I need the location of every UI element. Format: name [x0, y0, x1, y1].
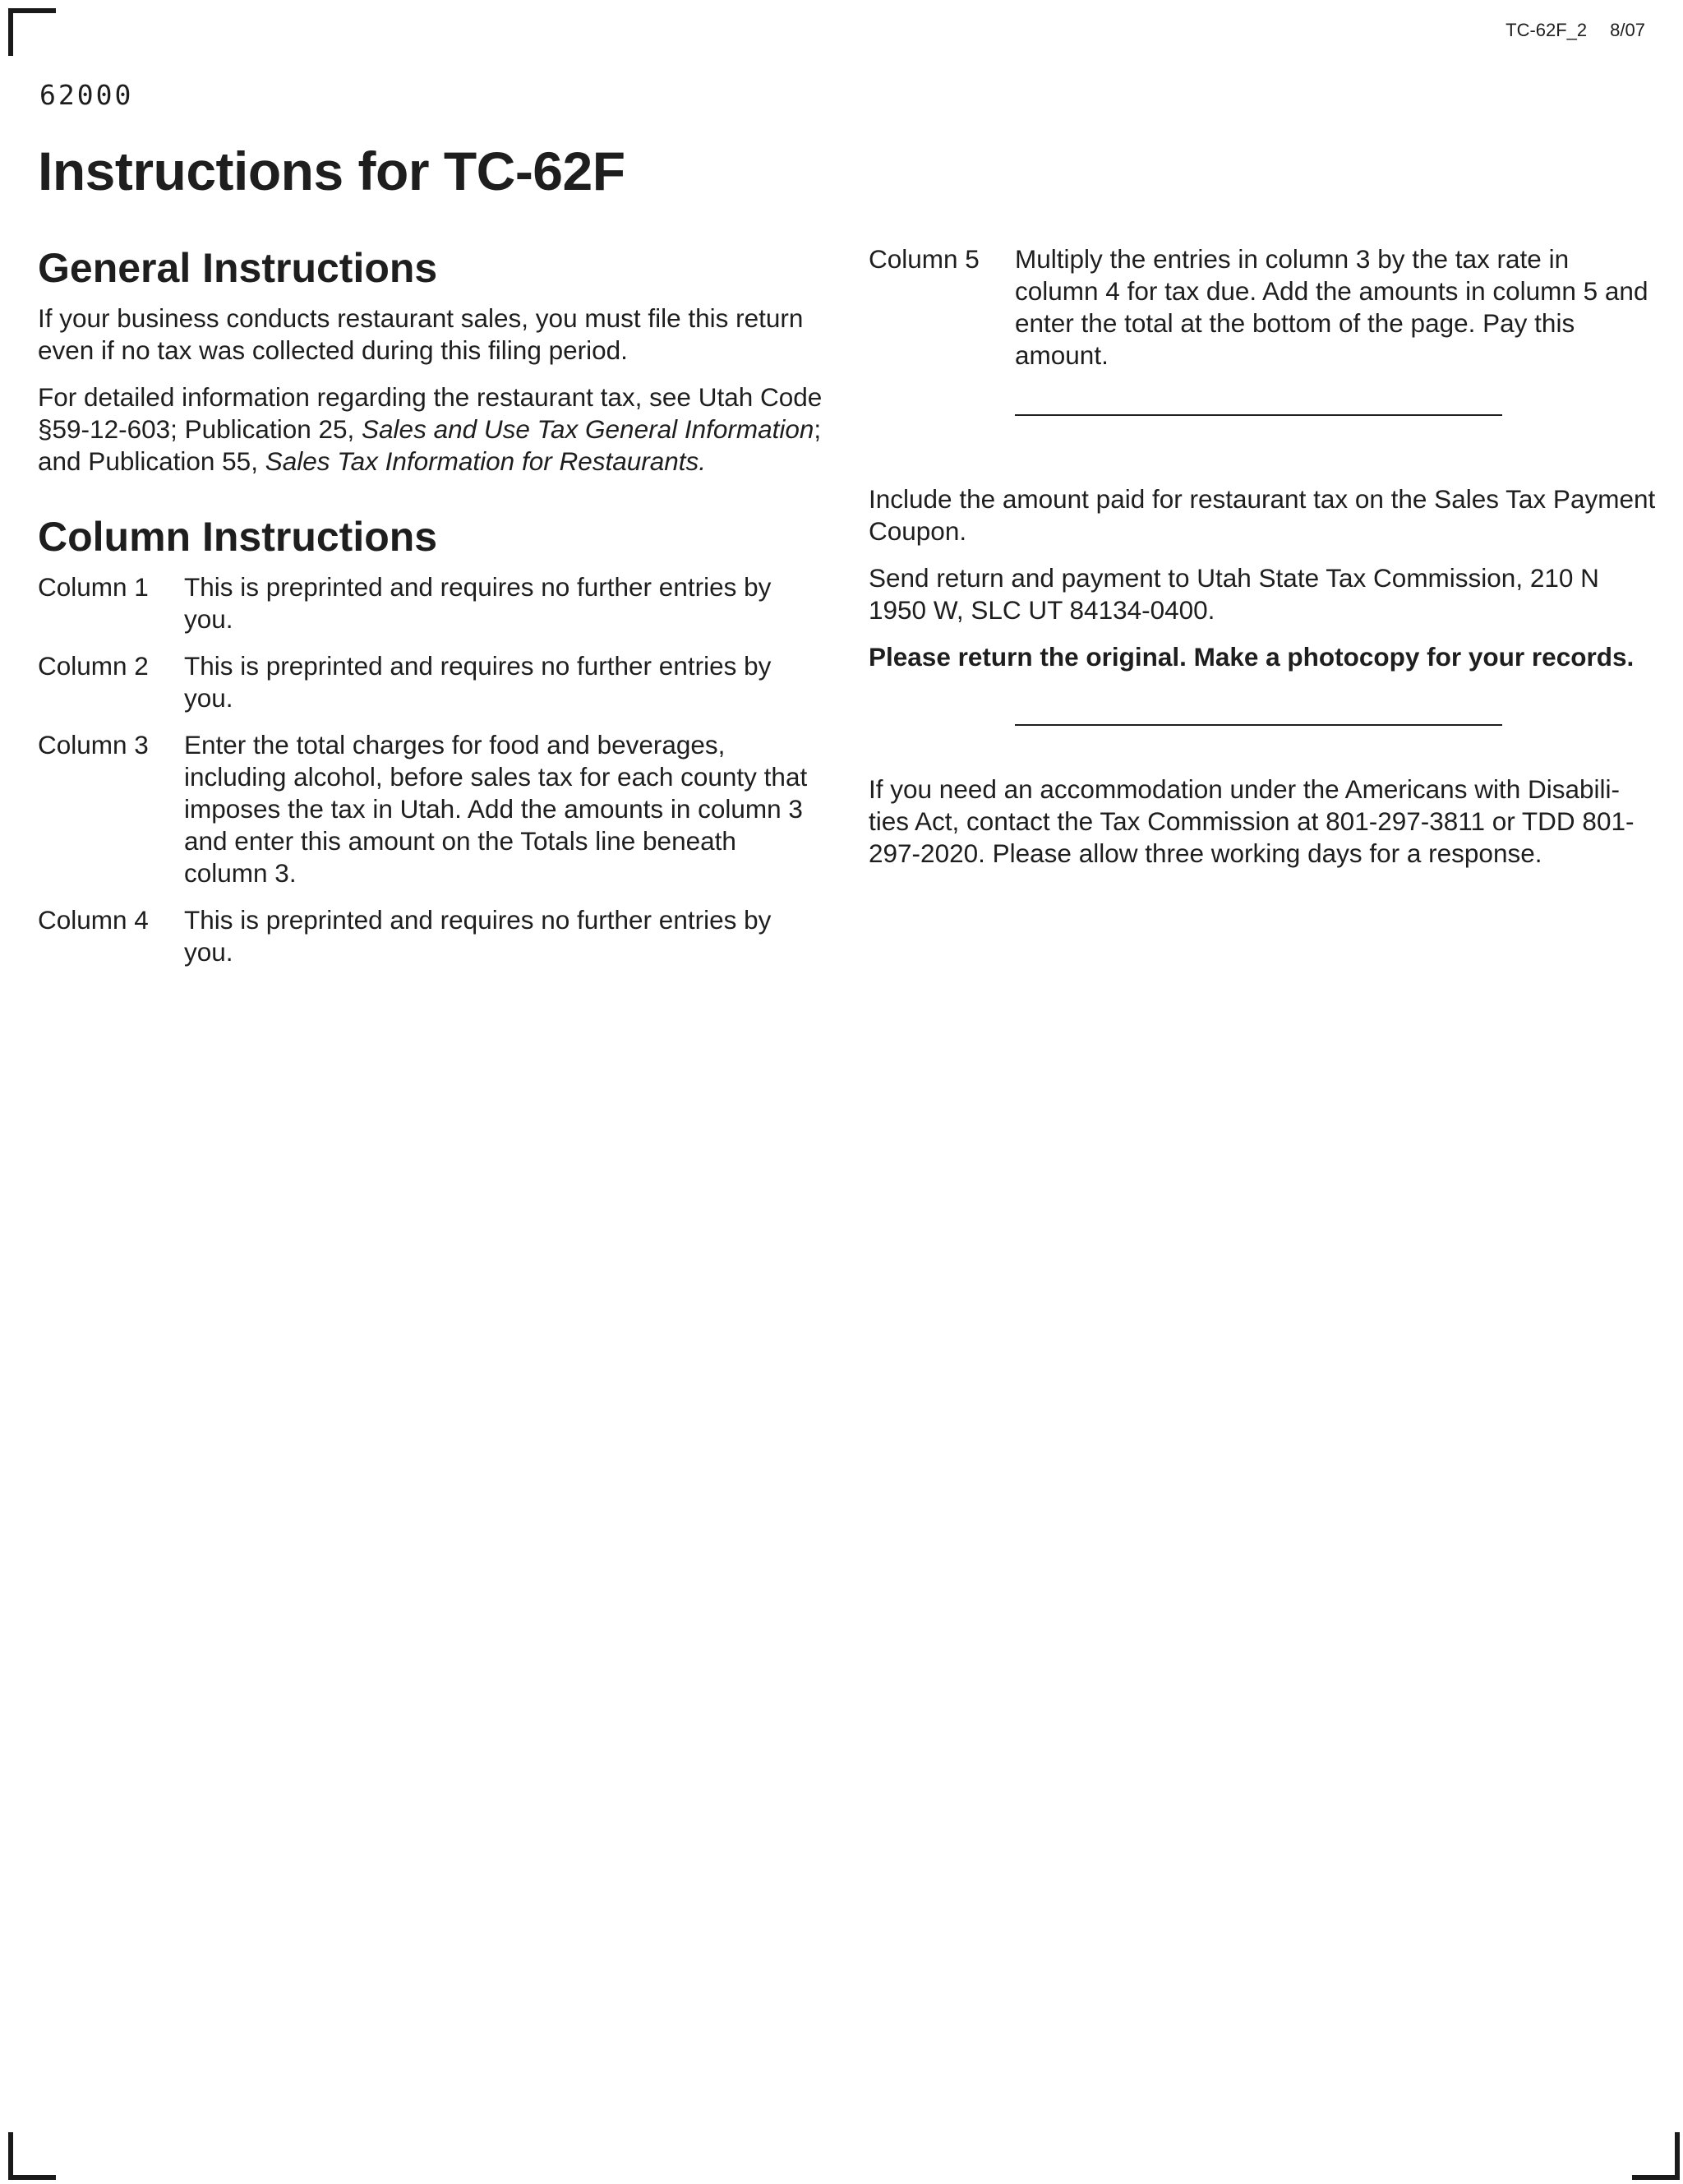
column-4-text: This is preprinted and requires no further entries by you. — [184, 905, 772, 967]
column-1-instruction — [38, 571, 827, 635]
publication-25-title: Sales and Use Tax General Information — [362, 414, 814, 444]
general-paragraph-2 — [38, 381, 827, 478]
accommodation-paragraph: If you need an accommodation under the Americans with Disabili-ties Act, contact the Tax Commission at 801-297-3811 or TDD 801-297-2020. Please allow three working days for a response. — [869, 774, 1635, 868]
divider-line-1 — [1015, 414, 1502, 416]
column-5-text: Multiply the entries in column 3 by the tax rate in column 4 for tax due. Add the amounts in column 5 and enter the total at the bottom of the page. Pay this amount. — [1015, 244, 1648, 370]
column-5-instruction — [869, 243, 1658, 372]
column-3-text: Enter the total charges for food and beverages, including alcohol, before sales tax for each county that imposes the tax in Utah. Add the amounts in column 3 and enter this amount on the Totals line beneath column 3. — [184, 730, 808, 888]
return-original-notice: Please return the original. Make a photocopy for your records. — [869, 642, 1635, 672]
payment-paragraph-2: Send return and payment to Utah State Tax Commission, 210 N 1950 W, SLC UT 84134-0400. — [869, 563, 1599, 625]
divider-2 — [869, 724, 1658, 726]
payment-paragraph-1: Include the amount paid for restaurant tax on the Sales Tax Payment Coupon. — [869, 484, 1656, 546]
column-1-text: This is preprinted and requires no further entries by you. — [184, 572, 772, 634]
general-paragraph-2-text-a: For detailed information regarding the restaurant tax, see Utah Code §59-12-603; Publication 25, — [38, 382, 823, 444]
page-title: Instructions for TC-62F — [38, 141, 625, 201]
column-2-label: Column 2 — [38, 651, 149, 681]
general-paragraph-2-text-c: ; and Publication 55, — [38, 414, 822, 476]
column-3-label: Column 3 — [38, 730, 149, 760]
column-5-label: Column 5 — [869, 244, 980, 274]
divider-line-2 — [1015, 724, 1502, 726]
form-identifier — [1505, 20, 1645, 41]
column-4-instruction — [38, 904, 827, 968]
column-2-text: This is preprinted and requires no further entries by you. — [184, 651, 772, 713]
form-code: TC-62F_2 — [1505, 20, 1588, 40]
column-3-instruction — [38, 729, 827, 889]
form-number: 62000 — [39, 79, 134, 111]
form-revision: 8/07 — [1610, 20, 1645, 40]
left-column — [38, 243, 827, 983]
general-instructions-heading: General Instructions — [38, 245, 438, 291]
column-instructions-heading: Column Instructions — [38, 514, 438, 560]
right-column — [869, 243, 1658, 884]
publication-55-title: Sales Tax Information for Restaurants. — [265, 446, 707, 476]
divider-1 — [869, 414, 1658, 416]
crop-mark-bottom-left — [8, 2132, 56, 2180]
crop-mark-bottom-right — [1632, 2132, 1680, 2180]
crop-mark-top-left — [8, 8, 56, 56]
column-1-label: Column 1 — [38, 572, 149, 602]
column-2-instruction — [38, 650, 827, 714]
general-paragraph-1: If your business conducts restaurant sales, you must file this return even if no tax was collected during this filing period. — [38, 303, 804, 365]
column-4-label: Column 4 — [38, 905, 149, 935]
